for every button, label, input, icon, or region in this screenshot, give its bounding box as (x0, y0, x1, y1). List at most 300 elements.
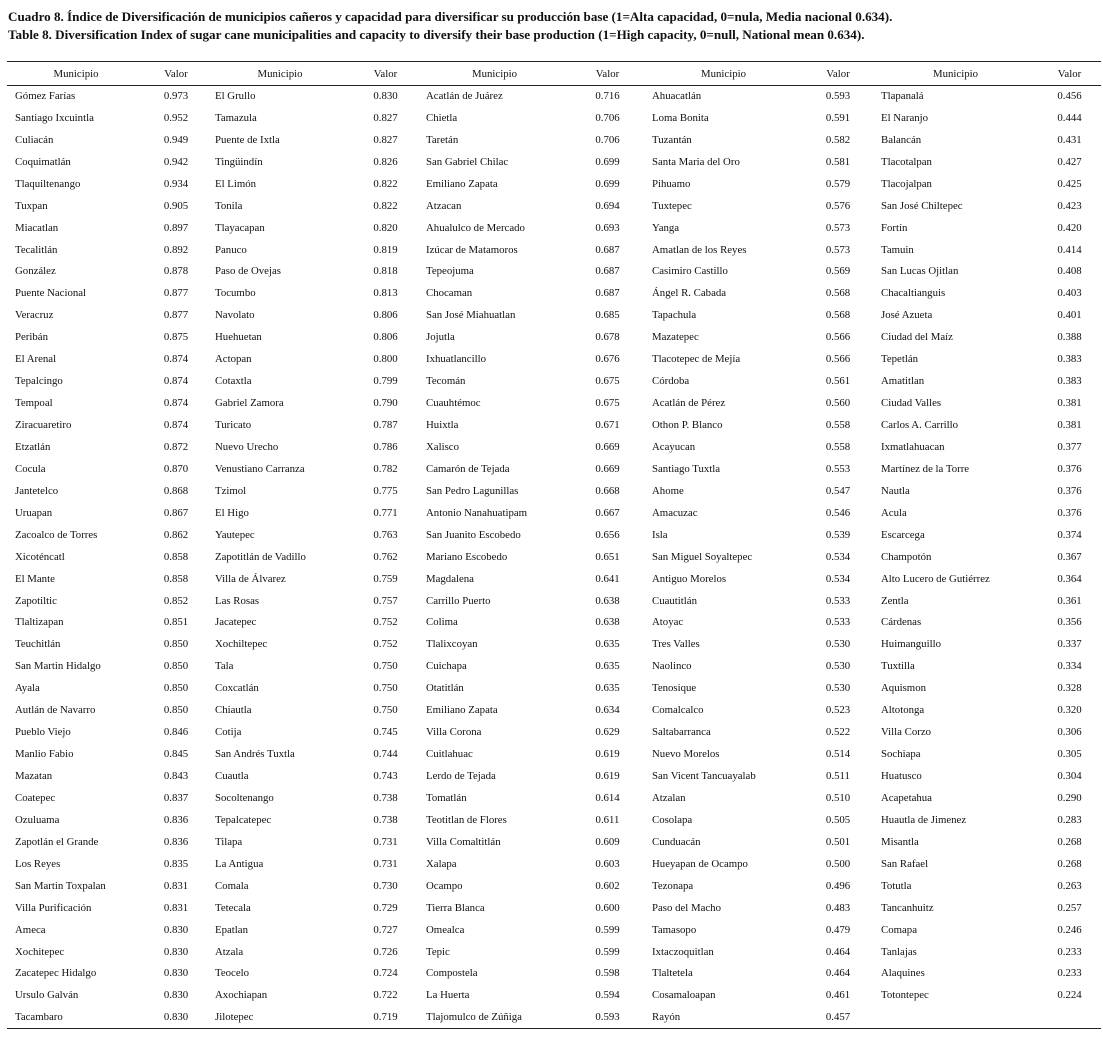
valor-cell: 0.850 (163, 638, 189, 651)
valor-cell: 0.383 (1057, 375, 1082, 388)
municipio-cell: El Limón (215, 177, 257, 190)
valor-cell: 0.464 (825, 967, 851, 980)
municipio-cell: Ángel R. Cabada (652, 287, 727, 300)
valor-cell: 0.635 (595, 682, 620, 695)
valor-cell: 0.634 (595, 704, 620, 717)
header-municipio: Municipio (472, 67, 517, 80)
table-row (7, 195, 1101, 217)
municipio-cell: Jantetelco (15, 484, 59, 497)
header-row (7, 62, 1101, 85)
municipio-cell: Cuauhtémoc (426, 397, 481, 410)
valor-cell: 0.533 (825, 594, 851, 607)
valor-cell: 0.872 (163, 440, 189, 453)
table-header (7, 62, 1101, 85)
municipio-cell: Tempoal (15, 397, 53, 410)
municipio-cell: Tres Valles (652, 638, 700, 651)
valor-cell: 0.942 (163, 155, 189, 168)
valor-cell: 0.973 (163, 89, 189, 102)
valor-cell: 0.268 (1057, 857, 1082, 870)
table-row (7, 107, 1101, 129)
municipio-cell: Tetecala (215, 901, 251, 914)
table-row (7, 436, 1101, 458)
valor-cell: 0.576 (825, 199, 851, 212)
municipio-cell: Tomatlán (426, 791, 467, 804)
header-municipio: Municipio (933, 67, 978, 80)
municipio-cell: Tamuin (881, 243, 914, 256)
table-body (7, 85, 1101, 1028)
table-row (7, 941, 1101, 963)
municipio-cell: Comala (215, 879, 249, 892)
municipio-cell: Tzimol (215, 484, 247, 497)
municipio-cell: Zapotiltic (15, 594, 57, 607)
valor-cell: 0.268 (1057, 835, 1082, 848)
valor-cell: 0.581 (825, 155, 851, 168)
valor-cell: 0.727 (373, 923, 398, 936)
table-row (7, 348, 1101, 370)
municipio-cell: Compostela (426, 967, 478, 980)
municipio-cell: Chacaltianguis (881, 287, 946, 300)
valor-cell: 0.579 (825, 177, 851, 190)
valor-cell: 0.638 (595, 616, 620, 629)
municipio-cell: San Andrés Tuxtla (215, 748, 295, 761)
valor-cell: 0.858 (163, 550, 189, 563)
valor-cell: 0.843 (163, 770, 189, 783)
valor-cell: 0.505 (825, 813, 851, 826)
municipio-cell: Jojutla (426, 331, 455, 344)
municipio-cell: Tlaltizapan (15, 616, 64, 629)
valor-cell: 0.530 (825, 682, 851, 695)
valor-cell: 0.743 (373, 770, 398, 783)
valor-cell: 0.361 (1057, 594, 1082, 607)
municipio-cell: Cosamaloapan (652, 989, 716, 1002)
valor-cell: 0.320 (1057, 704, 1082, 717)
municipio-cell: San Gabriel Chilac (426, 155, 509, 168)
municipio-cell: Camarón de Tejada (426, 462, 510, 475)
municipio-cell: Magdalena (426, 572, 474, 585)
municipio-cell: Zentla (881, 594, 909, 607)
valor-cell: 0.599 (595, 945, 620, 958)
municipio-cell: Culiacán (15, 133, 54, 146)
valor-cell: 0.952 (163, 111, 189, 124)
municipio-cell: Misantla (881, 835, 919, 848)
valor-cell: 0.874 (163, 375, 189, 388)
municipio-cell: Nuevo Morelos (652, 748, 720, 761)
table-caption (8, 8, 1098, 44)
municipio-cell: Tlaquiltenango (15, 177, 81, 190)
municipio-cell: Rayón (652, 1011, 681, 1024)
municipio-cell: Cuautla (215, 770, 249, 783)
valor-cell: 0.283 (1057, 813, 1082, 826)
municipio-cell: San Vicent Tancuayalab (652, 770, 756, 783)
municipio-cell: Ahuacatlán (652, 89, 702, 102)
valor-cell: 0.530 (825, 660, 851, 673)
valor-cell: 0.675 (595, 397, 620, 410)
valor-cell: 0.729 (373, 901, 398, 914)
municipio-cell: José Azueta (881, 309, 933, 322)
valor-cell: 0.786 (373, 440, 398, 453)
table-row (7, 721, 1101, 743)
valor-cell: 0.376 (1057, 484, 1082, 497)
valor-cell: 0.635 (595, 660, 620, 673)
valor-cell: 0.830 (163, 989, 189, 1002)
municipio-cell: Tlacotepec de Mejía (652, 353, 741, 366)
municipio-cell: Atoyac (652, 616, 684, 629)
table-row (7, 853, 1101, 875)
valor-cell: 0.534 (825, 572, 851, 585)
municipio-cell: Huimanguillo (881, 638, 941, 651)
municipio-cell: Pueblo Viejo (15, 726, 71, 739)
valor-cell: 0.561 (825, 375, 851, 388)
caption-english: Table 8. Diversification Index of sugar cane municipalities and capacity to diversify their base production (1=High capacity, 0=null, National mean 0.634). (8, 27, 865, 42)
valor-cell: 0.837 (163, 791, 189, 804)
table-row (7, 655, 1101, 677)
municipio-cell: Ameca (15, 923, 46, 936)
municipio-cell: Coquimatlán (15, 155, 71, 168)
municipio-cell: Alto Lucero de Gutiérrez (881, 572, 990, 585)
valor-cell: 0.706 (595, 111, 620, 124)
bottom-rule (7, 1028, 1101, 1029)
municipio-cell: Villa Purificación (15, 901, 92, 914)
valor-cell: 0.568 (825, 287, 851, 300)
valor-cell: 0.730 (373, 879, 398, 892)
municipio-cell: Tacambaro (15, 1011, 63, 1024)
valor-cell: 0.905 (163, 199, 189, 212)
valor-cell: 0.479 (825, 923, 851, 936)
valor-cell: 0.414 (1057, 243, 1082, 256)
table-row (7, 897, 1101, 919)
municipio-cell: Loma Bonita (652, 111, 709, 124)
municipio-cell: San Pedro Lagunillas (426, 484, 519, 497)
municipio-cell: Tierra Blanca (426, 901, 485, 914)
table-row (7, 239, 1101, 261)
municipio-cell: Tuxpan (15, 199, 48, 212)
municipio-cell: Actopan (215, 353, 252, 366)
valor-cell: 0.638 (595, 594, 620, 607)
municipio-cell: Escarcega (881, 528, 925, 541)
municipio-cell: Puente Nacional (15, 287, 87, 300)
municipio-cell: Cotaxtla (215, 375, 252, 388)
valor-cell: 0.745 (373, 726, 398, 739)
municipio-cell: Paso del Macho (652, 901, 721, 914)
municipio-cell: Ciudad del Maíz (881, 331, 953, 344)
valor-cell: 0.591 (825, 111, 851, 124)
municipio-cell: Nautla (881, 484, 910, 497)
valor-cell: 0.699 (595, 155, 620, 168)
municipio-cell: Pihuamo (652, 177, 691, 190)
municipio-cell: Santa Maria del Oro (652, 155, 740, 168)
valor-cell: 0.533 (825, 616, 851, 629)
municipio-cell: Comapa (881, 923, 917, 936)
municipio-cell: Ziracuaretiro (15, 419, 72, 432)
valor-cell: 0.500 (825, 857, 851, 870)
valor-cell: 0.539 (825, 528, 851, 541)
municipio-cell: Jilotepec (215, 1011, 254, 1024)
valor-cell: 0.609 (595, 835, 620, 848)
header-valor: Valor (826, 67, 850, 80)
valor-cell: 0.790 (373, 397, 398, 410)
municipio-cell: Huehuetan (215, 331, 262, 344)
municipio-cell: Villa Corona (426, 726, 482, 739)
valor-cell: 0.799 (373, 375, 398, 388)
valor-cell: 0.534 (825, 550, 851, 563)
municipio-cell: Yanga (652, 221, 680, 234)
table-row (7, 85, 1101, 107)
valor-cell: 0.845 (163, 748, 189, 761)
municipio-cell: Casimiro Castillo (652, 265, 728, 278)
municipio-cell: Coxcatlán (215, 682, 259, 695)
municipio-cell: Socoltenango (215, 791, 274, 804)
table-row (7, 129, 1101, 151)
municipio-cell: Tala (215, 660, 234, 673)
municipio-cell: Taretán (426, 133, 459, 146)
municipio-cell: Tlalixcoyan (426, 638, 478, 651)
municipio-cell: Cunduacán (652, 835, 701, 848)
table-row (7, 261, 1101, 283)
header-municipio: Municipio (701, 67, 746, 80)
valor-cell: 0.694 (595, 199, 620, 212)
valor-cell: 0.675 (595, 375, 620, 388)
valor-cell: 0.566 (825, 331, 851, 344)
table-row (7, 633, 1101, 655)
municipio-cell: Aquismon (881, 682, 926, 695)
municipio-cell: Acapetahua (881, 791, 932, 804)
municipio-cell: Tecalitlán (15, 243, 58, 256)
table-row (7, 370, 1101, 392)
valor-cell: 0.878 (163, 265, 189, 278)
municipio-cell: Acula (881, 506, 907, 519)
municipio-cell: Coatepec (15, 791, 56, 804)
municipio-cell: Carrillo Puerto (426, 594, 491, 607)
municipio-cell: Tecomán (426, 375, 466, 388)
valor-cell: 0.523 (825, 704, 851, 717)
municipio-cell: Tlacotalpan (881, 155, 932, 168)
municipio-cell: Atzalan (652, 791, 686, 804)
municipio-cell: Tilapa (215, 835, 243, 848)
municipio-cell: Acayucan (652, 440, 696, 453)
municipio-cell: Gómez Farías (15, 89, 76, 102)
valor-cell: 0.892 (163, 243, 189, 256)
valor-cell: 0.593 (825, 89, 851, 102)
header-valor: Valor (595, 67, 620, 80)
municipio-cell: Las Rosas (215, 594, 260, 607)
municipio-cell: Cocula (15, 462, 46, 475)
municipio-cell: San Martin Toxpalan (15, 879, 106, 892)
valor-cell: 0.403 (1057, 287, 1082, 300)
valor-cell: 0.877 (163, 287, 189, 300)
municipio-cell: Saltabarranca (652, 726, 711, 739)
valor-cell: 0.257 (1057, 901, 1082, 914)
valor-cell: 0.806 (373, 331, 398, 344)
municipio-cell: Ahome (652, 484, 684, 497)
municipio-cell: Uruapan (15, 506, 53, 519)
municipio-cell: Carlos A. Carrillo (881, 419, 959, 432)
valor-cell: 0.374 (1057, 528, 1082, 541)
valor-cell: 0.641 (595, 572, 620, 585)
municipio-cell: Jacatepec (215, 616, 257, 629)
table-row (7, 304, 1101, 326)
valor-cell: 0.818 (373, 265, 398, 278)
valor-cell: 0.461 (825, 989, 851, 1002)
valor-cell: 0.731 (373, 835, 398, 848)
municipio-cell: Paso de Ovejas (215, 265, 281, 278)
valor-cell: 0.483 (825, 901, 851, 914)
municipio-cell: Ixhuatlancillo (426, 353, 486, 366)
valor-cell: 0.444 (1057, 111, 1082, 124)
municipio-cell: Mazatepec (652, 331, 699, 344)
valor-cell: 0.514 (825, 748, 851, 761)
valor-cell: 0.558 (825, 440, 851, 453)
municipio-cell: Ocampo (426, 879, 463, 892)
municipio-cell: Axochiapan (215, 989, 268, 1002)
municipio-cell: Alaquines (881, 967, 925, 980)
municipio-cell: Emiliano Zapata (426, 177, 498, 190)
municipio-cell: Tamasopo (652, 923, 697, 936)
valor-cell: 0.867 (163, 506, 189, 519)
municipio-cell: Tingüindín (215, 155, 263, 168)
table-row (7, 1006, 1101, 1028)
valor-cell: 0.224 (1057, 989, 1082, 1002)
valor-cell: 0.862 (163, 528, 189, 541)
table-row (7, 458, 1101, 480)
municipio-cell: Acatlán de Pérez (652, 397, 726, 410)
municipio-cell: Omealca (426, 923, 465, 936)
table-row (7, 502, 1101, 524)
table-row (7, 151, 1101, 173)
valor-cell: 0.775 (373, 484, 398, 497)
municipio-cell: El Higo (215, 506, 249, 519)
valor-cell: 0.381 (1057, 397, 1082, 410)
valor-cell: 0.822 (373, 177, 398, 190)
header-municipio: Municipio (53, 67, 99, 80)
valor-cell: 0.669 (595, 440, 620, 453)
municipio-cell: Tlapanalá (881, 89, 924, 102)
valor-cell: 0.501 (825, 835, 851, 848)
valor-cell: 0.611 (595, 813, 620, 826)
municipio-cell: Nuevo Urecho (215, 440, 279, 453)
municipio-cell: Tancanhuitz (881, 901, 934, 914)
valor-cell: 0.530 (825, 638, 851, 651)
municipio-cell: Naolinco (652, 660, 692, 673)
municipio-cell: Tocumbo (215, 287, 256, 300)
valor-cell: 0.763 (373, 528, 398, 541)
municipio-cell: Ahualulco de Mercado (426, 221, 525, 234)
valor-cell: 0.750 (373, 682, 398, 695)
valor-cell: 0.693 (595, 221, 620, 234)
valor-cell: 0.822 (373, 199, 398, 212)
municipio-cell: Huatusco (881, 770, 922, 783)
valor-cell: 0.813 (373, 287, 398, 300)
valor-cell: 0.306 (1057, 726, 1082, 739)
municipio-cell: San Lucas Ojitlan (881, 265, 959, 278)
municipio-cell: Autlán de Navarro (15, 704, 96, 717)
municipio-cell: Teuchitlán (15, 638, 61, 651)
municipio-cell: Mazatan (15, 770, 53, 783)
municipio-cell: Cuautitlán (652, 594, 697, 607)
municipio-cell: Yautepec (215, 528, 255, 541)
municipio-cell: Otatitlán (426, 682, 464, 695)
municipio-cell: Xalapa (426, 857, 457, 870)
municipio-cell: Altotonga (881, 704, 925, 717)
valor-cell: 0.510 (825, 791, 851, 804)
valor-cell: 0.598 (595, 967, 620, 980)
valor-cell: 0.752 (373, 638, 398, 651)
table-row (7, 414, 1101, 436)
municipio-cell: Cárdenas (881, 616, 922, 629)
municipio-cell: Tlaltetela (652, 967, 693, 980)
municipio-cell: Tepalcatepec (215, 813, 272, 826)
municipio-cell: Antonio Nanahuatipam (426, 506, 528, 519)
valor-cell: 0.874 (163, 397, 189, 410)
valor-cell: 0.364 (1057, 572, 1082, 585)
municipio-cell: Fortín (881, 221, 908, 234)
valor-cell: 0.835 (163, 857, 189, 870)
municipio-cell: Tuxtilla (881, 660, 915, 673)
municipio-cell: Tuxtepec (652, 199, 692, 212)
table-row (7, 568, 1101, 590)
valor-cell: 0.875 (163, 331, 189, 344)
valor-cell: 0.376 (1057, 506, 1082, 519)
table-row (7, 282, 1101, 304)
municipio-cell: Teocelo (215, 967, 250, 980)
valor-cell: 0.868 (163, 484, 189, 497)
municipio-cell: Ayala (15, 682, 40, 695)
valor-cell: 0.787 (373, 419, 398, 432)
table-row (7, 217, 1101, 239)
valor-cell: 0.377 (1057, 440, 1082, 453)
valor-cell: 0.233 (1057, 967, 1082, 980)
municipio-cell: Antiguo Morelos (652, 572, 727, 585)
municipio-cell: Puente de Ixtla (215, 133, 280, 146)
valor-cell: 0.685 (595, 309, 620, 322)
valor-cell: 0.573 (825, 243, 851, 256)
valor-cell: 0.457 (825, 1011, 851, 1024)
table-row (7, 809, 1101, 831)
valor-cell: 0.752 (373, 616, 398, 629)
municipio-cell: Zapotitlán de Vadillo (215, 550, 306, 563)
valor-cell: 0.831 (163, 879, 189, 892)
table-row (7, 984, 1101, 1006)
table-row (7, 524, 1101, 546)
valor-cell: 0.546 (825, 506, 851, 519)
municipio-cell: Zacatepec Hidalgo (15, 967, 97, 980)
valor-cell: 0.934 (163, 177, 189, 190)
valor-cell: 0.819 (373, 243, 398, 256)
valor-cell: 0.401 (1057, 309, 1082, 322)
municipio-cell: Cuitlahuac (426, 748, 473, 761)
municipio-cell: Turicato (215, 419, 252, 432)
valor-cell: 0.716 (595, 89, 620, 102)
valor-cell: 0.560 (825, 397, 851, 410)
valor-cell: 0.383 (1057, 353, 1082, 366)
table-row (7, 546, 1101, 568)
valor-cell: 0.870 (163, 462, 189, 475)
municipio-cell: Tepic (426, 945, 450, 958)
municipio-cell: Sochiapa (881, 748, 921, 761)
valor-cell: 0.522 (825, 726, 851, 739)
valor-cell: 0.568 (825, 309, 851, 322)
municipio-cell: Navolato (215, 309, 255, 322)
municipio-cell: Atzacan (426, 199, 462, 212)
municipio-cell: San Martin Hidalgo (15, 660, 101, 673)
valor-cell: 0.836 (163, 813, 189, 826)
valor-cell: 0.602 (595, 879, 620, 892)
valor-cell: 0.305 (1057, 748, 1082, 761)
valor-cell: 0.851 (163, 616, 189, 629)
municipio-cell: San José Miahuatlan (426, 309, 516, 322)
municipio-cell: Villa Corzo (881, 726, 932, 739)
valor-cell: 0.651 (595, 550, 620, 563)
municipio-cell: Zapotlán el Grande (15, 835, 99, 848)
